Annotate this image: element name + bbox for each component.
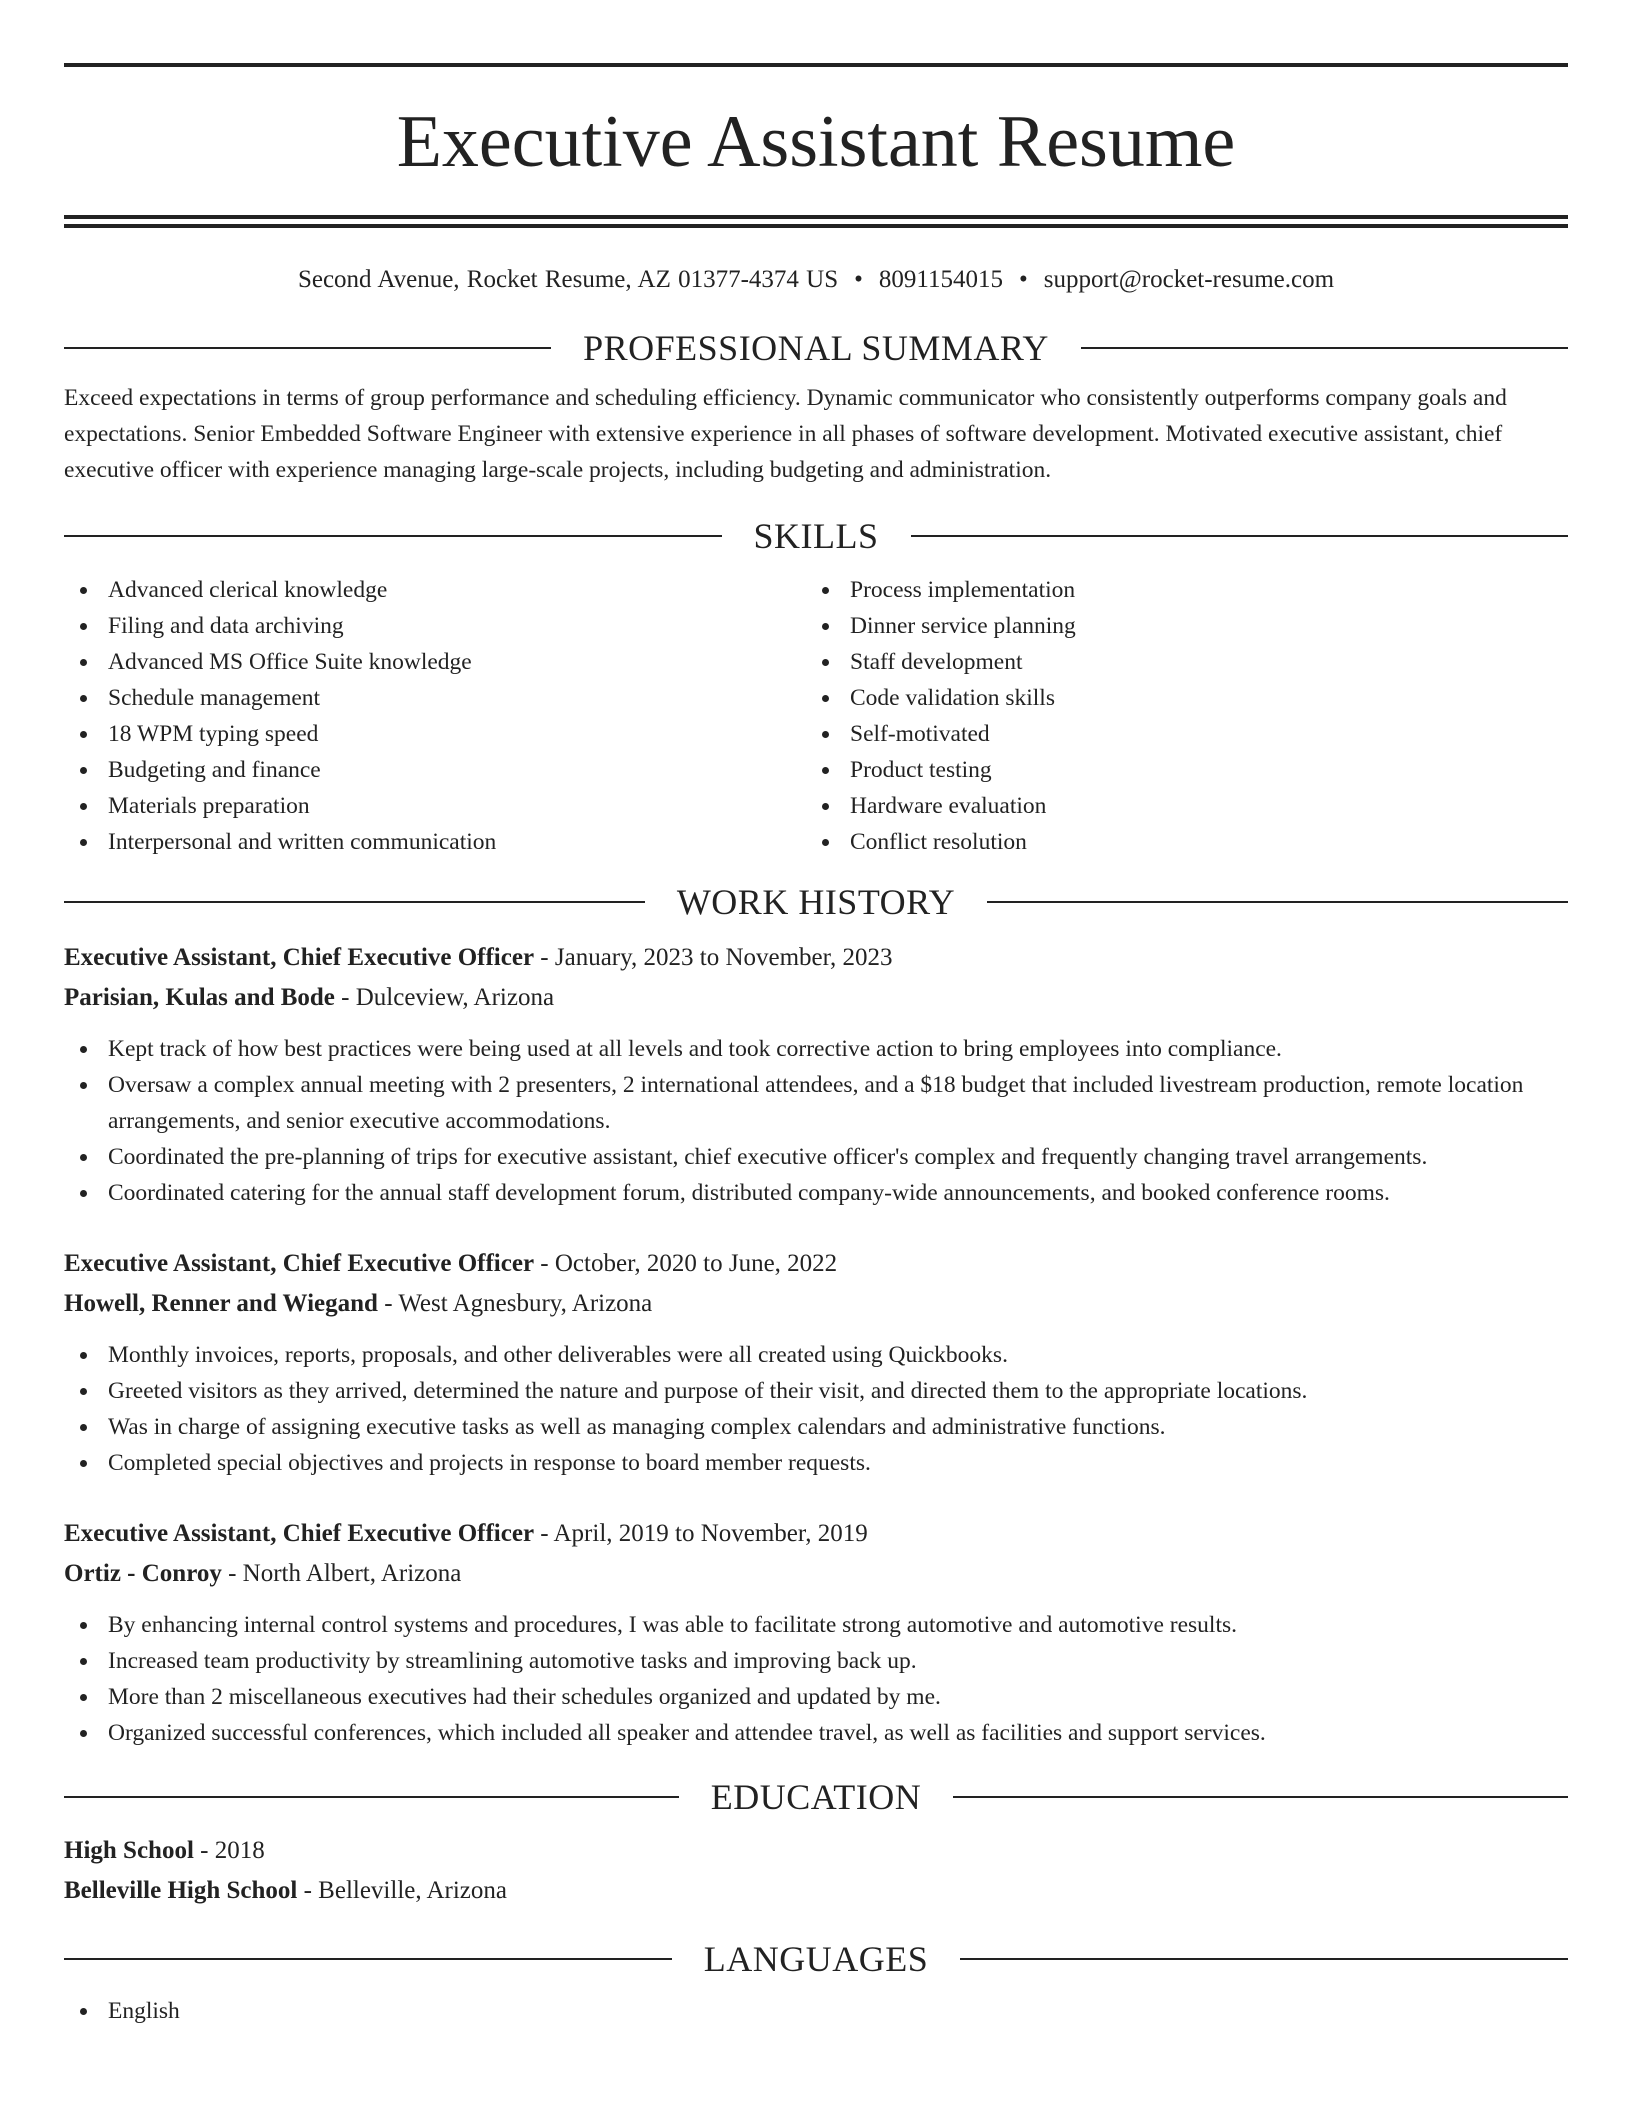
job-location: - North Albert, Arizona — [221, 1560, 462, 1587]
languages-heading-label: LANGUAGES — [703, 1939, 929, 1979]
job-title: Executive Assistant, Chief Executive Officer — [64, 1520, 535, 1547]
heading-rule — [953, 1796, 1568, 1798]
skills-grid — [64, 572, 1568, 860]
education-heading — [64, 1775, 1568, 1819]
job-dates: - April, 2019 to November, 2019 — [534, 1520, 868, 1547]
summary-heading — [64, 326, 1568, 370]
work-heading — [64, 880, 1568, 924]
job-bullet: Coordinated catering for the annual staff development forum, distributed company-wide announcements, and booked conference rooms. — [64, 1175, 1568, 1211]
job-bullet: Kept track of how best practices were being used at all levels and took corrective action to bring employees into compliance. — [64, 1031, 1568, 1067]
education-entry — [64, 1831, 1568, 1911]
job-bullet: Monthly invoices, reports, proposals, and other deliverables were all created using Quickbooks. — [64, 1337, 1568, 1373]
job-dates: - January, 2023 to November, 2023 — [534, 944, 893, 971]
job-bullet: Increased team productivity by streamlining automotive tasks and improving back up. — [64, 1643, 1568, 1679]
skill-item: Self-motivated — [806, 716, 1548, 752]
education-heading-label: EDUCATION — [710, 1777, 922, 1817]
heading-rule — [64, 1958, 672, 1960]
summary-text: Exceed expectations in terms of group performance and scheduling efficiency. Dynamic communicator who consistently outperforms company goals and expectations. Senior Embedded Software Engineer with extensive experience in all phases of software development. Motivated executive assistant, chief executive officer with experience managing large-scale projects, including budgeting and administration. — [64, 385, 1507, 483]
contact-address: Second Avenue, Rocket Resume, AZ 01377-4374 US — [297, 266, 839, 293]
skill-item: Budgeting and finance — [64, 752, 806, 788]
heading-rule — [64, 535, 722, 537]
job-title: Executive Assistant, Chief Executive Officer — [64, 1250, 535, 1277]
page-title: Executive Assistant Resume — [396, 101, 1236, 183]
job-entry — [64, 1514, 1568, 1751]
heading-rule — [64, 901, 645, 903]
education-school: Belleville High School — [64, 1877, 298, 1904]
skills-column-right — [806, 572, 1548, 860]
job-title-line — [64, 938, 1568, 978]
skill-item: Schedule management — [64, 680, 806, 716]
skill-item: Staff development — [806, 644, 1548, 680]
education-location: - Belleville, Arizona — [297, 1877, 507, 1904]
heading-rule — [1081, 347, 1568, 349]
education-degree-line — [64, 1831, 1568, 1871]
skill-item: Filing and data archiving — [64, 608, 806, 644]
skill-item: Interpersonal and written communication — [64, 824, 806, 860]
job-location: - West Agnesbury, Arizona — [377, 1290, 653, 1317]
contact-separator: • — [854, 266, 863, 293]
skill-item: Dinner service planning — [806, 608, 1548, 644]
heading-rule — [64, 347, 551, 349]
work-heading-label: WORK HISTORY — [676, 882, 956, 922]
job-title-line — [64, 1244, 1568, 1284]
job-bullet: Completed special objectives and projects in response to board member requests. — [64, 1445, 1568, 1481]
job-dates: - October, 2020 to June, 2022 — [534, 1250, 838, 1277]
skill-item: Conflict resolution — [806, 824, 1548, 860]
job-bullet: Coordinated the pre-planning of trips for executive assistant, chief executive officer's complex and frequently changing travel arrangements. — [64, 1139, 1568, 1175]
skills-heading — [64, 514, 1568, 558]
job-entry — [64, 938, 1568, 1211]
skill-item: 18 WPM typing speed — [64, 716, 806, 752]
skill-item: Advanced clerical knowledge — [64, 572, 806, 608]
skill-item: Materials preparation — [64, 788, 806, 824]
languages-heading — [64, 1937, 1568, 1981]
job-org-line — [64, 978, 1568, 1018]
heading-rule — [960, 1958, 1568, 1960]
title-double-rule — [64, 215, 1568, 228]
job-org-line — [64, 1284, 1568, 1324]
job-bullet: Was in charge of assigning executive tasks as well as managing complex calendars and administrative functions. — [64, 1409, 1568, 1445]
job-company: Parisian, Kulas and Bode — [64, 984, 335, 1011]
skill-item: Advanced MS Office Suite knowledge — [64, 644, 806, 680]
skill-item: Process implementation — [806, 572, 1548, 608]
resume-page — [64, 0, 1568, 2029]
job-bullet: Organized successful conferences, which included all speaker and attendee travel, as well as facilities and support services. — [64, 1715, 1568, 1751]
job-company: Howell, Renner and Wiegand — [64, 1290, 378, 1317]
skills-heading-label: SKILLS — [753, 516, 879, 556]
education-degree: High School — [64, 1837, 194, 1864]
education-school-line — [64, 1871, 1568, 1911]
skill-item: Hardware evaluation — [806, 788, 1548, 824]
job-bullet: More than 2 miscellaneous executives had their schedules organized and updated by me. — [64, 1679, 1568, 1715]
languages-list — [64, 1993, 1568, 2029]
contact-phone: 8091154015 — [878, 266, 1003, 293]
skill-item: Product testing — [806, 752, 1548, 788]
job-bullet: Oversaw a complex annual meeting with 2 presenters, 2 international attendees, and a $18 budget that included livestream production, remote location arrangements, and senior executive accommodations. — [64, 1067, 1568, 1139]
language-item: English — [64, 1993, 1568, 2029]
job-title: Executive Assistant, Chief Executive Officer — [64, 944, 535, 971]
top-rule — [64, 63, 1568, 67]
heading-rule — [987, 901, 1568, 903]
summary-heading-label: PROFESSIONAL SUMMARY — [583, 328, 1049, 368]
job-entry — [64, 1244, 1568, 1481]
skills-column-left — [64, 572, 806, 860]
education-year: - 2018 — [193, 1837, 265, 1864]
job-company: Ortiz - Conroy — [64, 1560, 222, 1587]
heading-rule — [911, 535, 1569, 537]
contact-line — [64, 264, 1568, 296]
heading-rule — [64, 1796, 679, 1798]
skill-item: Code validation skills — [806, 680, 1548, 716]
job-location: - Dulceview, Arizona — [334, 984, 555, 1011]
job-bullet: By enhancing internal control systems and procedures, I was able to facilitate strong automotive and automotive results. — [64, 1607, 1568, 1643]
job-bullet: Greeted visitors as they arrived, determined the nature and purpose of their visit, and directed them to the appropriate locations. — [64, 1373, 1568, 1409]
contact-separator: • — [1018, 266, 1028, 293]
job-org-line — [64, 1554, 1568, 1594]
job-title-line — [64, 1514, 1568, 1554]
contact-email: support@rocket-resume.com — [1043, 266, 1335, 293]
